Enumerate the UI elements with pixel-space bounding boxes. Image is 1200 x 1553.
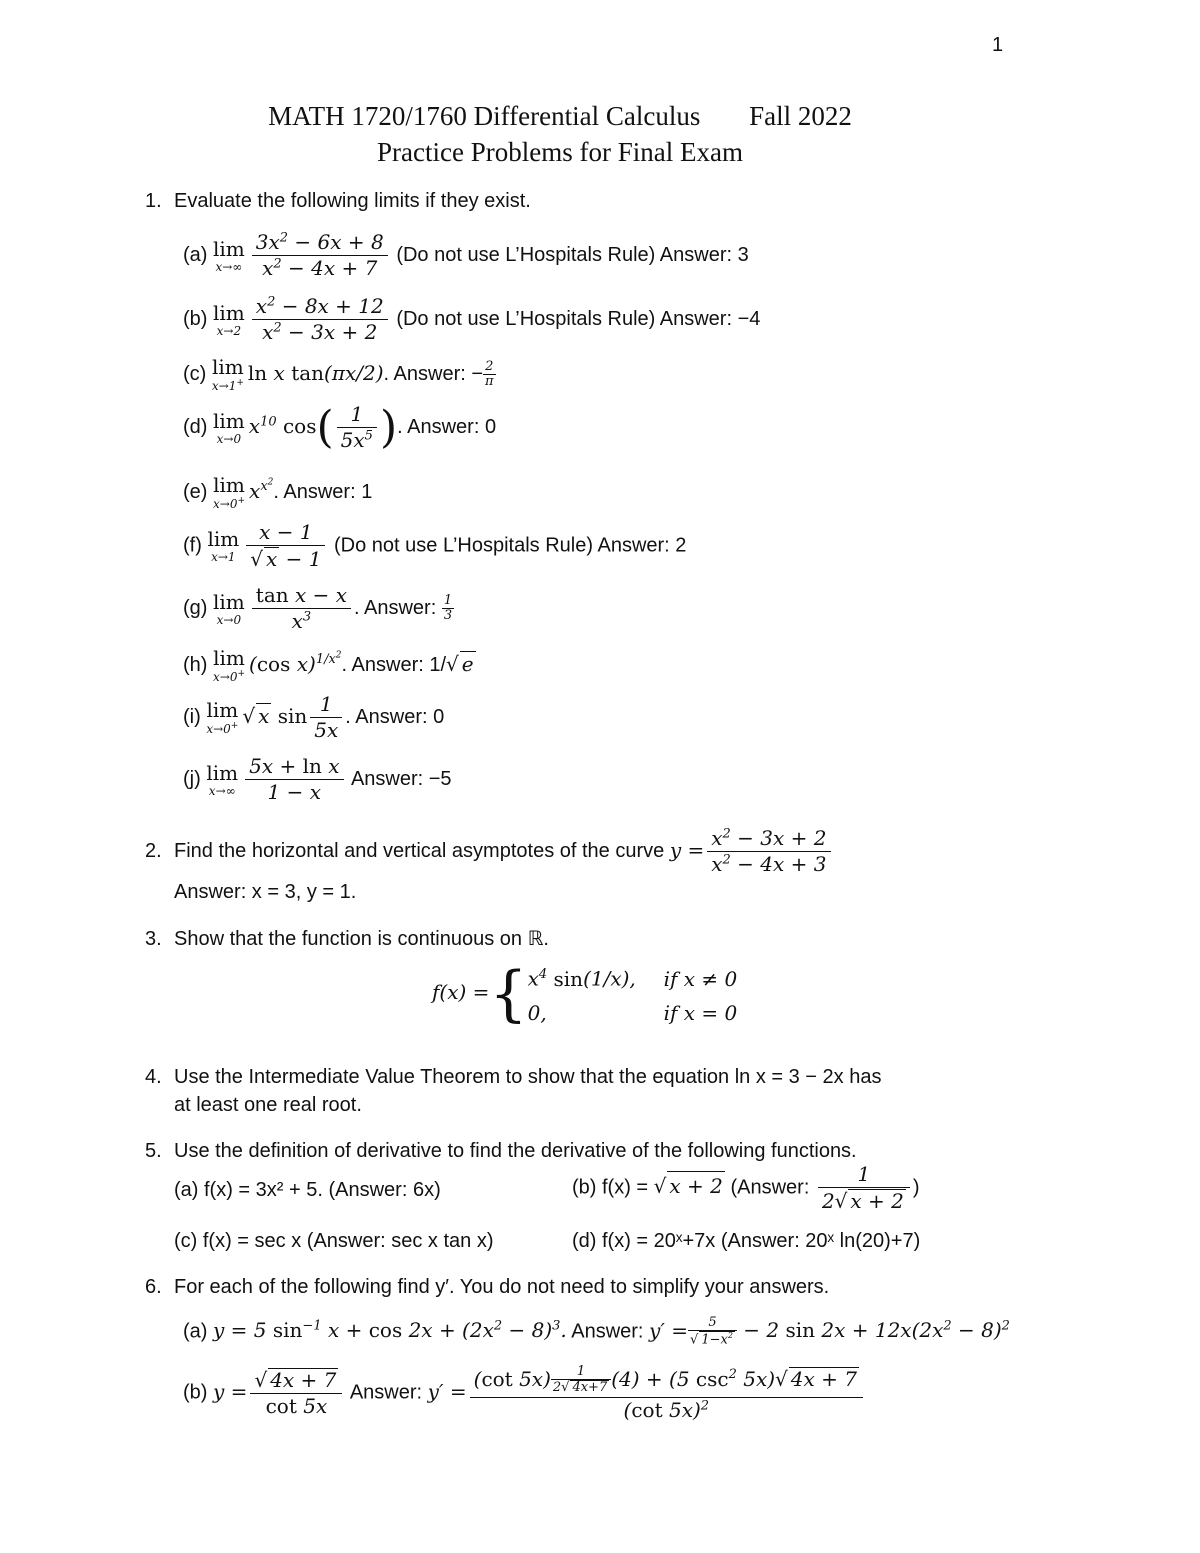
problem-number: 2. [145,839,162,862]
problem-number: 3. [145,928,162,950]
item-note: (Do not use L’Hospitals Rule) Answer: 2 [334,534,687,557]
answer-prefix: . Answer: [354,596,442,619]
fraction: $\frac{1}{5x^5}$ [337,402,377,453]
expression: ln x tan(πx/2) [247,360,384,385]
expression: $x^{10}$ cos [248,413,317,438]
lim-operator: lim x→1+ [211,355,244,393]
item-label: (b) [183,307,208,330]
problem-text: Use the Intermediate Value Theorem to show that the equation ln x = 3 − 2x has [174,1066,882,1088]
lim-operator: lim x→∞ [213,236,245,274]
derivative-item-6b: (b) y = $\frac{√ 4x + 7}{\cot 5x}$ Answer: y′ = (cot 5x) $\frac{1}{2√ 4x+7}$ (4) + (5 $\csc^2 5x)√$ 4x + 7 (cot 5x)$^2$ [183,1364,866,1423]
lim-operator: lim x→0+ [213,473,246,511]
answer-fraction: $\frac{2}{\pi}$ [485,358,494,389]
item-label: (j) [183,767,201,790]
lim-operator: lim x→0 [213,408,245,446]
fraction: $\frac{1}{2√ x + 2}$ [818,1162,910,1214]
problem-text: Find the horizontal and vertical asymptotes of the curve [174,839,665,862]
problem-number: 5. [145,1140,162,1162]
item-label: (g) [183,596,208,619]
limit-item-g [183,583,454,634]
fraction: $\frac{x^2 - 3x + 2}{x^2 - 4x + 3}$ [707,826,830,877]
problem-text: Evaluate the following limits if they exist. [174,190,531,212]
equation: y = [669,837,705,862]
fraction: $\frac{3x^2 - 6x + 8}{x^2 - 4x + 7}$ [252,230,388,281]
page-number: 1 [992,34,1004,56]
item-label: (f) [183,534,202,557]
item-label: (a) [183,243,208,266]
fraction: (cot 5x) $\frac{1}{2√ 4x+7}$ (4) + (5 $\csc^2 5x)√$ 4x + 7 (cot 5x)$^2$ [470,1364,863,1423]
limit-item-h [183,648,476,683]
item-label: (d) [183,415,208,438]
problem-text-cont: at least one real root. [174,1094,362,1116]
fraction: $\frac{\text{5x + ln x}}{1 - x}$ [245,754,343,805]
derivative-item-b: (b) f(x) = √ x + 2 (Answer: $\frac{1}{2√ x + 2}$ ) [572,1162,920,1213]
problem-answer: Answer: x = 3, y = 1. [174,881,357,903]
semester: Fall 2022 [749,101,852,131]
fraction: $\frac{x^2 - 8x + 12}{x^2 - 3x + 2}$ [252,294,388,345]
item-label: (c) [183,362,207,385]
subtitle: Practice Problems for Final Exam [377,137,743,167]
problem-text: For each of the following find y′. You do not need to simplify your answers. [174,1276,830,1298]
answer-sqrt: √ e [446,651,474,676]
lim-operator: lim x→0+ [206,698,239,736]
case-condition: if x ≠ 0 [663,966,738,991]
expression: √ x sin [242,703,308,728]
item-answer: . Answer: 0 [397,415,497,438]
lim-operator: lim x→0+ [213,646,246,684]
piecewise-function: f(x) ={ $x^4$ sin(1/x), if x ≠ 0 0, if x = 0 [432,958,738,1029]
derivative-item-d: (d) f(x) = 20ˣ+7x (Answer: 20ˣ ln(20)+7) [572,1230,921,1252]
item-answer: Answer: −5 [350,767,452,790]
answer-prefix: . Answer: − [383,362,484,385]
lim-operator: lim x→∞ [206,760,239,798]
lim-operator: lim x→2 [213,300,245,338]
problem-number: 6. [145,1276,162,1298]
derivative-item-6a: (a) y = 5 $\sin^{-1} x + \cos 2x + (2x^2 - 8)^3$. Answer: y′ = $\frac{5}{√ 1-x^2}$ − 2 $\sin 2x + 12x(2x^2 - 8)^2$ [183,1315,1010,1348]
problem-text: Use the definition of derivative to find the derivative of the following functions. [174,1140,857,1162]
item-note: (Do not use L’Hospitals Rule) Answer: 3 [396,243,749,266]
limit-item-f [183,520,686,572]
item-label: (h) [183,653,208,676]
answer-prefix: . Answer: 1/ [341,653,447,676]
problem-number: 4. [145,1066,162,1088]
limit-item-a [183,230,749,281]
expression: (cos x)$^{1/x^2}$ [249,650,342,676]
fraction: $\frac{\text{tan x − x}}{x^3}$ [252,583,351,634]
limit-item-i [183,692,444,743]
limit-item-j [183,754,452,805]
answer-fraction: $\frac{1}{3}$ [443,592,453,623]
limit-item-c [183,357,496,392]
item-note: (Do not use L’Hospitals Rule) Answer: −4 [396,307,761,330]
fraction: $\frac{√ 4x + 7}{\cot 5x}$ [250,1367,342,1419]
limit-item-e [183,475,372,510]
fraction: $\frac{1}{5x}$ [310,692,342,743]
limit-item-b [183,294,760,345]
derivative-item-c: (c) f(x) = sec x (Answer: sec x tan x) [174,1230,494,1252]
fraction: $\frac{x - 1}{√ x - 1}$ [246,520,325,572]
item-label: (i) [183,705,201,728]
case-condition: if x = 0 [663,1000,738,1025]
lim-operator: lim x→0 [213,589,245,627]
item-label: (e) [183,480,208,503]
limit-item-d: (d) lim x→0 $x^{10}$ cos( $\frac{1}{5x^5}$ ). Answer: 0 [183,402,497,453]
expression: $x^{x^2}$ [249,477,274,503]
item-answer: . Answer: 1 [273,480,373,503]
document-title [0,98,1120,170]
problem-text: Show that the function is continuous on ℝ. [174,928,549,950]
course-title: MATH 1720/1760 Differential Calculus [268,101,701,131]
problem-number: 1. [145,190,162,212]
item-answer: . Answer: 0 [345,705,445,728]
derivative-item-a: (a) f(x) = 3x² + 5. (Answer: 6x) [174,1179,441,1201]
lim-operator: lim x→1 [207,527,240,564]
